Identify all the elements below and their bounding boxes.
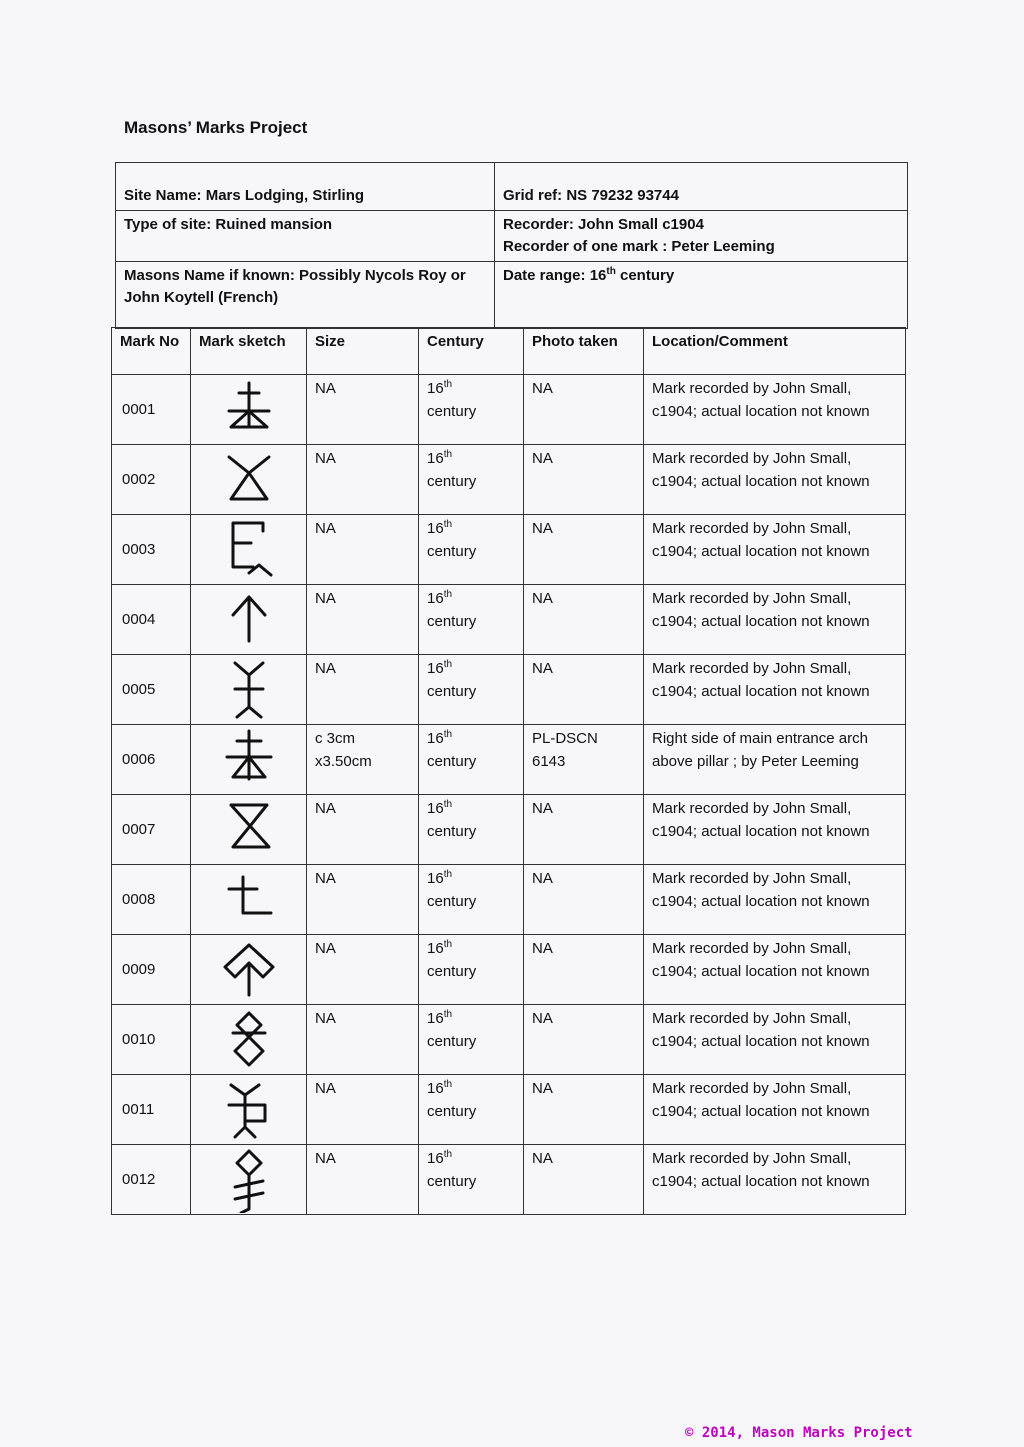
mark-comment: Mark recorded by John Small, c1904; actual location not known xyxy=(644,1075,906,1145)
copyright-footer: © 2014, Mason Marks Project xyxy=(685,1425,913,1441)
century-num: 16 xyxy=(427,590,444,607)
mark-row xyxy=(112,935,906,1005)
col-location-comment: Location/Comment xyxy=(644,328,906,375)
mark-comment: Mark recorded by John Small, c1904; actual location not known xyxy=(644,655,906,725)
century-num: 16 xyxy=(427,1150,444,1167)
mark-row xyxy=(112,445,906,515)
site-name: Site Name: Mars Lodging, Stirling xyxy=(124,187,365,204)
page-title: Masons’ Marks Project xyxy=(124,118,308,137)
mark-comment: Mark recorded by John Small, c1904; actual location not known xyxy=(644,935,906,1005)
mark-photo: NA xyxy=(524,585,644,655)
mark-sketch xyxy=(191,515,307,585)
century-word: century xyxy=(427,1103,477,1120)
mark-century xyxy=(419,1145,524,1215)
diamond-branch-mark-icon xyxy=(219,1147,279,1213)
mark-century xyxy=(419,585,524,655)
century-sup: th xyxy=(443,449,453,460)
mark-sketch xyxy=(191,725,307,795)
mark-sketch xyxy=(191,935,307,1005)
mark-century xyxy=(419,725,524,795)
century-sup: th xyxy=(443,1009,453,1020)
seven-shape-mark-icon xyxy=(219,867,279,933)
mark-no: 0007 xyxy=(112,795,191,865)
mark-photo: NA xyxy=(524,795,644,865)
century-word: century xyxy=(427,1033,477,1050)
mark-photo: NA xyxy=(524,1005,644,1075)
mark-comment: Right side of main entrance arch above pillar ; by Peter Leeming xyxy=(644,725,906,795)
hourglass-mark-icon xyxy=(219,797,279,863)
mark-size: NA xyxy=(307,655,419,725)
century-num: 16 xyxy=(427,1080,444,1097)
mark-comment: Mark recorded by John Small, c1904; actual location not known xyxy=(644,445,906,515)
mason-name: Masons Name if known: Possibly Nycols Roy or John Koytell (French) xyxy=(124,267,466,306)
cross-triangle-mark-icon xyxy=(219,377,279,443)
mark-no: 0005 xyxy=(112,655,191,725)
mark-no: 0008 xyxy=(112,865,191,935)
mark-row xyxy=(112,1005,906,1075)
century-num: 16 xyxy=(427,450,444,467)
recorder-cell xyxy=(495,211,908,262)
grid-ref-cell xyxy=(495,163,908,211)
century-sup: th xyxy=(443,799,453,810)
mark-row xyxy=(112,655,906,725)
century-word: century xyxy=(427,963,477,980)
mark-photo: PL-DSCN 6143 xyxy=(524,725,644,795)
site-name-cell xyxy=(116,163,495,211)
century-sup: th xyxy=(443,519,453,530)
mark-comment: Mark recorded by John Small, c1904; actual location not known xyxy=(644,585,906,655)
century-num: 16 xyxy=(427,800,444,817)
mark-size: NA xyxy=(307,515,419,585)
chevron-triangle-mark-icon xyxy=(219,447,279,513)
date-range-cell xyxy=(495,262,908,329)
marks-table xyxy=(111,327,906,1215)
century-num: 16 xyxy=(427,1010,444,1027)
mark-size: NA xyxy=(307,795,419,865)
century-word: century xyxy=(427,543,477,560)
mark-comment: Mark recorded by John Small, c1904; actual location not known xyxy=(644,795,906,865)
century-sup: th xyxy=(443,729,453,740)
century-num: 16 xyxy=(427,380,444,397)
mason-name-cell xyxy=(116,262,495,329)
mark-row xyxy=(112,515,906,585)
col-century: Century xyxy=(419,328,524,375)
century-sup: th xyxy=(443,1149,453,1160)
mark-sketch xyxy=(191,1145,307,1215)
century-num: 16 xyxy=(427,730,444,747)
date-range-prefix: Date range: 16 xyxy=(503,267,607,284)
mark-no: 0012 xyxy=(112,1145,191,1215)
mark-sketch xyxy=(191,1075,307,1145)
mark-row xyxy=(112,585,906,655)
mark-photo: NA xyxy=(524,1145,644,1215)
mark-sketch xyxy=(191,585,307,655)
site-type-cell xyxy=(116,211,495,262)
figure-mark-icon xyxy=(219,657,279,723)
mark-no: 0010 xyxy=(112,1005,191,1075)
mark-sketch xyxy=(191,375,307,445)
mark-no: 0002 xyxy=(112,445,191,515)
date-range-sup: th xyxy=(606,266,616,277)
mark-century xyxy=(419,1075,524,1145)
site-info-table xyxy=(115,162,908,329)
century-sup: th xyxy=(443,1079,453,1090)
mark-row xyxy=(112,1145,906,1215)
e-shape-mark-icon xyxy=(219,517,279,583)
century-word: century xyxy=(427,893,477,910)
mark-century xyxy=(419,655,524,725)
century-sup: th xyxy=(443,939,453,950)
century-num: 16 xyxy=(427,660,444,677)
mark-century xyxy=(419,1005,524,1075)
mark-century xyxy=(419,445,524,515)
mark-comment: Mark recorded by John Small, c1904; actual location not known xyxy=(644,375,906,445)
century-word: century xyxy=(427,403,477,420)
mark-photo: NA xyxy=(524,1075,644,1145)
mark-photo: NA xyxy=(524,515,644,585)
mark-comment: Mark recorded by John Small, c1904; actual location not known xyxy=(644,515,906,585)
col-mark-no: Mark No xyxy=(112,328,191,375)
century-word: century xyxy=(427,1173,477,1190)
mark-no: 0004 xyxy=(112,585,191,655)
mark-century xyxy=(419,375,524,445)
mark-size: NA xyxy=(307,375,419,445)
col-mark-sketch: Mark sketch xyxy=(191,328,307,375)
mark-no: 0009 xyxy=(112,935,191,1005)
mark-row xyxy=(112,795,906,865)
mark-century xyxy=(419,795,524,865)
century-sup: th xyxy=(443,659,453,670)
century-word: century xyxy=(427,823,477,840)
century-num: 16 xyxy=(427,870,444,887)
mark-size: NA xyxy=(307,585,419,655)
mark-century xyxy=(419,515,524,585)
mark-size: NA xyxy=(307,865,419,935)
century-num: 16 xyxy=(427,940,444,957)
mark-photo: NA xyxy=(524,655,644,725)
mark-sketch xyxy=(191,655,307,725)
mark-sketch xyxy=(191,1005,307,1075)
double-diamond-mark-icon xyxy=(219,1007,279,1073)
century-word: century xyxy=(427,683,477,700)
mark-size: NA xyxy=(307,1145,419,1215)
mark-size: c 3cm x3.50cm xyxy=(307,725,419,795)
century-sup: th xyxy=(443,379,453,390)
mark-row xyxy=(112,725,906,795)
mark-century xyxy=(419,865,524,935)
grid-ref: Grid ref: NS 79232 93744 xyxy=(503,187,679,204)
mark-photo: NA xyxy=(524,935,644,1005)
century-word: century xyxy=(427,753,477,770)
mark-sketch xyxy=(191,865,307,935)
mark-comment: Mark recorded by John Small, c1904; actual location not known xyxy=(644,1005,906,1075)
mark-row xyxy=(112,1075,906,1145)
date-range-suffix: century xyxy=(615,267,675,284)
mark-size: NA xyxy=(307,1075,419,1145)
mark-sketch xyxy=(191,445,307,515)
century-word: century xyxy=(427,473,477,490)
mark-comment: Mark recorded by John Small, c1904; actual location not known xyxy=(644,1145,906,1215)
century-num: 16 xyxy=(427,520,444,537)
mark-size: NA xyxy=(307,935,419,1005)
marks-header-row xyxy=(112,328,906,375)
mark-no: 0011 xyxy=(112,1075,191,1145)
recorder-one-mark: Recorder of one mark : Peter Leeming xyxy=(503,238,775,255)
mark-row xyxy=(112,865,906,935)
century-sup: th xyxy=(443,869,453,880)
mark-no: 0003 xyxy=(112,515,191,585)
mark-comment: Mark recorded by John Small, c1904; actual location not known xyxy=(644,865,906,935)
mark-row xyxy=(112,375,906,445)
site-type: Type of site: Ruined mansion xyxy=(124,216,333,233)
mark-no: 0001 xyxy=(112,375,191,445)
century-word: century xyxy=(427,613,477,630)
mark-photo: NA xyxy=(524,865,644,935)
diamond-arrow-mark-icon xyxy=(219,937,279,1003)
mark-size: NA xyxy=(307,445,419,515)
arrow-up-mark-icon xyxy=(219,587,279,653)
cross-triangle-bar-mark-icon xyxy=(219,727,279,793)
mark-photo: NA xyxy=(524,445,644,515)
figure-box-mark-icon xyxy=(219,1077,279,1143)
recorder: Recorder: John Small c1904 xyxy=(503,216,704,233)
mark-sketch xyxy=(191,795,307,865)
century-sup: th xyxy=(443,589,453,600)
mark-century xyxy=(419,935,524,1005)
col-size: Size xyxy=(307,328,419,375)
col-photo-taken: Photo taken xyxy=(524,328,644,375)
mark-photo: NA xyxy=(524,375,644,445)
mark-size: NA xyxy=(307,1005,419,1075)
mark-no: 0006 xyxy=(112,725,191,795)
